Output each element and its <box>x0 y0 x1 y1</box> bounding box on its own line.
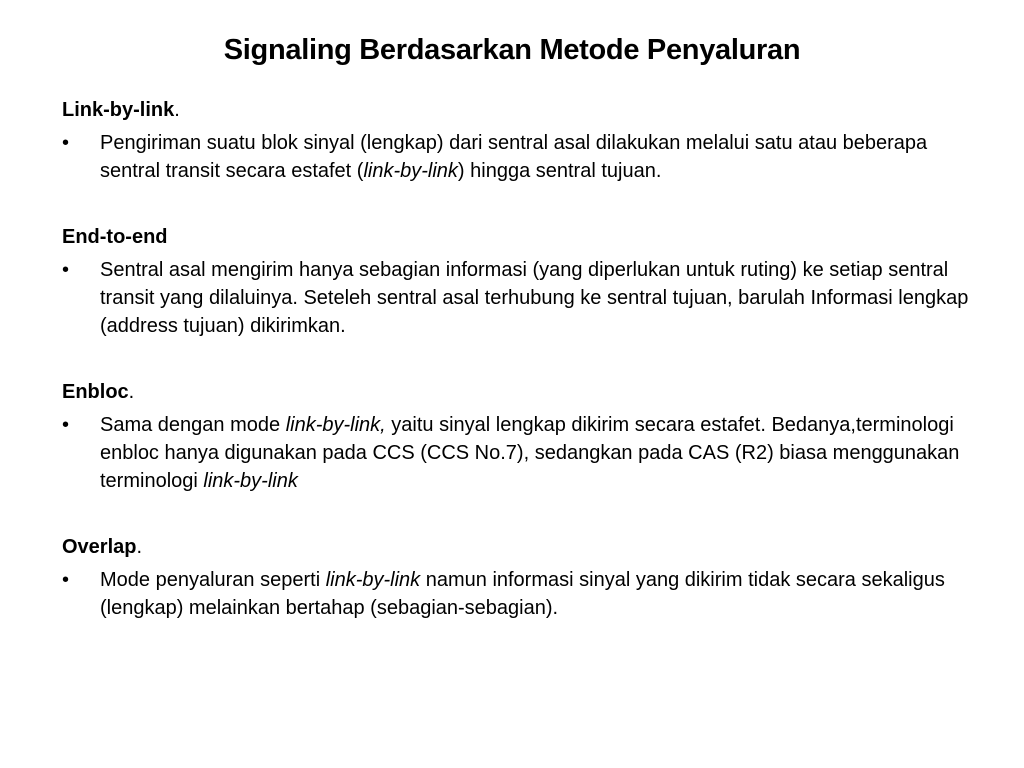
section-heading <box>62 96 982 124</box>
bullet-item <box>62 411 982 495</box>
italic-term: link-by-link <box>203 470 298 492</box>
bullet-item <box>62 129 982 185</box>
bullet-text <box>100 569 945 619</box>
bullet-item <box>62 256 982 340</box>
heading-text: Enbloc <box>62 381 129 403</box>
text-run: Mode penyaluran seperti <box>100 569 326 591</box>
bullet-text <box>100 259 968 337</box>
section-heading <box>62 533 982 561</box>
section-link-by-link <box>62 96 982 185</box>
section-end-to-end <box>62 223 982 340</box>
text-run: yaitu sinyal lengkap dikirim secara estafet. Bedanya,terminologi enbloc hanya digunakan pada CCS (CCS No.7), sedangkan pada CAS (R2) biasa menggunakan terminologi <box>100 414 960 492</box>
bullet-item <box>62 566 982 622</box>
bullet-text <box>100 414 959 492</box>
bullet-dot-icon: • <box>62 132 70 154</box>
bullet-dot-icon: • <box>62 414 70 436</box>
slide-title: Signaling Berdasarkan Metode Penyaluran <box>223 34 801 66</box>
italic-term: link-by-link <box>325 569 421 591</box>
heading-suffix: . <box>136 536 143 558</box>
heading-text: Overlap <box>62 536 137 558</box>
italic-term: link-by-link <box>363 160 458 182</box>
bullet-dot-icon: • <box>62 569 70 591</box>
text-run: Sama dengan mode <box>100 414 286 436</box>
heading-text: End-to-end <box>62 226 168 248</box>
bullet-dot-icon: • <box>62 259 70 281</box>
heading-suffix: . <box>128 381 135 403</box>
heading-suffix: . <box>174 99 180 121</box>
italic-term: link-by-link, <box>285 414 386 436</box>
section-overlap <box>62 533 982 622</box>
section-heading <box>62 223 982 251</box>
text-run: Sentral asal mengirim hanya sebagian informasi (yang diperlukan untuk ruting) ke setiap sentral transit yang dilaluinya. Seteleh sentral asal terhubung ke sentral tujuan, barulah Informasi lengkap (address tujuan) dikirimkan. <box>100 259 969 337</box>
text-run: namun informasi sinyal yang dikirim tidak secara sekaligus (lengkap) melainkan bertahap (sebagian-sebagian). <box>100 569 945 619</box>
section-enbloc <box>62 378 982 495</box>
heading-text: Link-by-link <box>62 99 175 121</box>
section-heading <box>62 378 982 406</box>
bullet-text <box>100 132 927 182</box>
text-run: Pengiriman suatu blok sinyal (lengkap) dari sentral asal dilakukan melalui satu atau beberapa sentral transit secara estafet ( <box>100 132 928 182</box>
text-run: ) hingga sentral tujuan. <box>457 160 662 182</box>
slide-body <box>62 96 982 660</box>
